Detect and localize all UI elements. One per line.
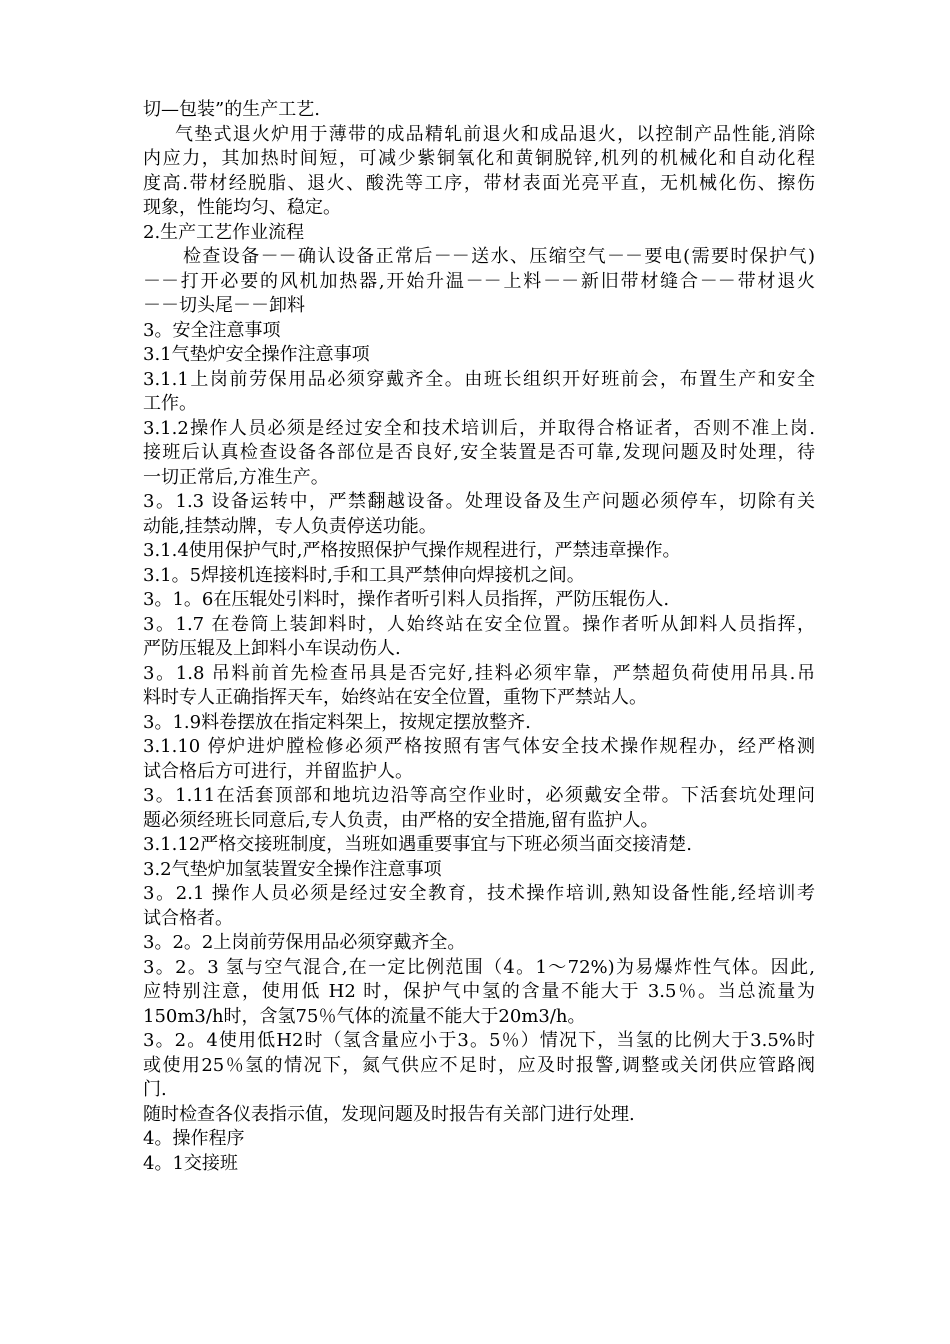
text-line: 工作。 bbox=[143, 393, 197, 414]
text-line: 动能,挂禁动牌，专人负责停送功能。 bbox=[143, 515, 437, 537]
text-line: 或使用25％氢的情况下，氮气供应不足时，应及时报警,调整或关闭供应管路阀 bbox=[143, 1054, 815, 1076]
text-line: 3。1.11在活套顶部和地坑边沿等高空作业时，必须戴安全带。下活套坑处理问 bbox=[143, 785, 815, 806]
text-line: 3。1.7 在卷筒上装卸料时，人始终站在安全位置。操作者听从卸料人员指挥， bbox=[143, 613, 815, 635]
text-line: 试合格者。 bbox=[143, 907, 233, 929]
text-line: 3。2。3 氢与空气混合,在一定比例范围（4。1～72%)为易爆炸性气体。因此, bbox=[143, 956, 815, 978]
text-line: 3.1.10 停炉进炉膛检修必须严格按照有害气体安全技术操作规程办，经严格测 bbox=[143, 736, 815, 757]
text-line: 3。1.3 设备运转中，严禁翻越设备。处理设备及生产问题必须停车，切除有关 bbox=[143, 491, 815, 512]
text-line: 3。1.9料卷摆放在指定料架上，按规定摆放整齐. bbox=[143, 711, 531, 733]
text-line: 3.1.2操作人员必须是经过安全和技术培训后，并取得合格证者，否则不准上岗. bbox=[143, 417, 815, 439]
text-line: 3.1气垫炉安全操作注意事项 bbox=[143, 344, 370, 365]
text-line: 3.1。5焊接机连接料时,手和工具严禁伸向焊接机之间。 bbox=[143, 564, 585, 586]
text-line: 一切正常后,方准生产。 bbox=[143, 466, 329, 488]
text-line: －－切头尾－－卸料 bbox=[143, 295, 305, 316]
text-line: 现象，性能均匀、稳定。 bbox=[143, 197, 341, 218]
text-line: 3.2气垫炉加氢装置安全操作注意事项 bbox=[143, 858, 442, 880]
text-line: 气垫式退火炉用于薄带的成品精轧前退火和成品退火，以控制产品性能,消除 bbox=[175, 123, 815, 145]
text-line: 3.1.1上岗前劳保用品必须穿戴齐全。由班长组织开好班前会，布置生产和安全 bbox=[143, 368, 815, 390]
text-line: 接班后认真检查设备各部位是否良好,安全装置是否可靠,发现问题及时处理，待 bbox=[143, 442, 815, 463]
text-line: 4。操作程序 bbox=[143, 1128, 245, 1149]
text-line: 检查设备－－确认设备正常后－－送水、压缩空气－－要电(需要时保护气) bbox=[183, 246, 815, 267]
document-page bbox=[143, 98, 815, 1176]
text-line: 3。安全注意事项 bbox=[143, 319, 281, 341]
text-line: 度高.带材经脱脂、退火、酸洗等工序，带材表面光亮平直，无机械化伤、擦伤 bbox=[143, 172, 815, 194]
text-line: 严防压辊及上卸料小车误动伤人. bbox=[143, 638, 401, 659]
text-line: 4。1交接班 bbox=[143, 1152, 238, 1174]
text-line: 门. bbox=[143, 1079, 167, 1100]
text-line: 切—包装”的生产工艺. bbox=[143, 99, 320, 120]
text-line: 应特别注意，使用低 H2 时，保护气中氢的含量不能大于 3.5％。当总流量为 bbox=[143, 981, 815, 1002]
text-line: 随时检查各仪表指示值，发现问题及时报告有关部门进行处理. bbox=[143, 1103, 635, 1125]
text-line: 3.1.12严格交接班制度，当班如遇重要事宜与下班必须当面交接清楚. bbox=[143, 834, 692, 855]
text-line: 3。2。2上岗前劳保用品必须穿戴齐全。 bbox=[143, 932, 466, 953]
text-line: 料时专人正确指挥天车，始终站在安全位置，重物下严禁站人。 bbox=[143, 687, 647, 708]
text-line: 试合格后方可进行，并留监护人。 bbox=[143, 760, 413, 782]
text-line: 3。1.8 吊料前首先检查吊具是否完好,挂料必须牢靠，严禁超负荷使用吊具.吊 bbox=[143, 662, 815, 684]
text-line: 3。2.1 操作人员必须是经过安全教育，技术操作培训,熟知设备性能,经培训考 bbox=[143, 883, 815, 904]
text-line: 题必须经班长同意后,专人负责，由严格的安全措施,留有监护人。 bbox=[143, 809, 659, 831]
text-line: 3。1。6在压辊处引料时，操作者听引料人员指挥，严防压辊伤人. bbox=[143, 589, 670, 610]
text-line: －－打开必要的风机加热器,开始升温－－上料－－新旧带材缝合－－带材退火 bbox=[143, 270, 815, 292]
text-line: 150m3/h时，含氢75％气体的流量不能大于20m3/h。 bbox=[143, 1005, 586, 1027]
text-line: 3。2。4使用低H2时（氢含量应小于3。5％）情况下，当氢的比例大于3.5%时 bbox=[143, 1030, 815, 1051]
text-line: 3.1.4使用保护气时,严格按照保护气操作规程进行，严禁违章操作。 bbox=[143, 540, 681, 561]
text-line: 内应力，其加热时间短，可减少紫铜氧化和黄铜脱锌,机列的机械化和自动化程 bbox=[143, 148, 815, 169]
text-line: 2.生产工艺作业流程 bbox=[143, 221, 305, 243]
